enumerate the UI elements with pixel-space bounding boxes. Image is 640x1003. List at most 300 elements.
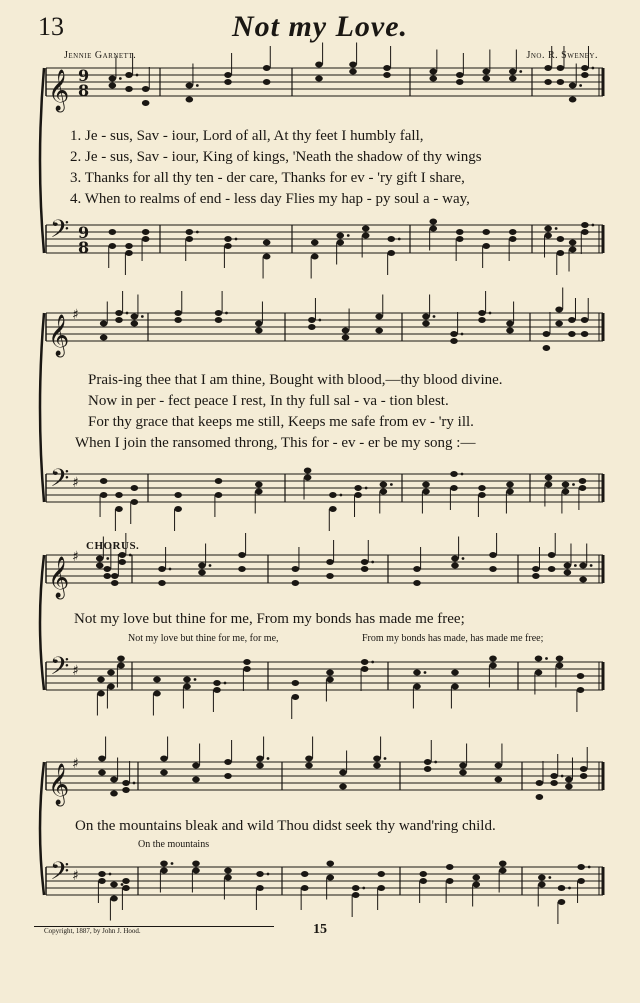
system-brace xyxy=(40,68,44,253)
notehead xyxy=(117,656,125,662)
notehead xyxy=(158,566,166,572)
notehead xyxy=(224,773,232,779)
notehead xyxy=(535,656,543,662)
notehead xyxy=(564,563,572,569)
notehead xyxy=(377,871,385,877)
notehead xyxy=(557,65,565,71)
augmentation-dot xyxy=(591,67,594,70)
augmentation-dot xyxy=(561,775,564,778)
notehead xyxy=(192,763,200,769)
notehead xyxy=(326,559,334,565)
augmentation-dot xyxy=(133,782,136,785)
notehead xyxy=(579,577,587,583)
notehead xyxy=(292,694,300,700)
notehead xyxy=(545,475,553,481)
notehead xyxy=(224,72,232,78)
augmentation-dot xyxy=(371,561,374,564)
notehead xyxy=(387,250,395,256)
notehead xyxy=(109,229,117,235)
notehead xyxy=(342,335,350,341)
notehead xyxy=(122,878,130,884)
augmentation-dot xyxy=(548,876,551,879)
augmentation-dot xyxy=(196,231,199,234)
notehead xyxy=(160,770,168,776)
notehead xyxy=(174,310,182,316)
notehead xyxy=(422,314,430,320)
verse-4-line-b: When I join the ransomed throng, This for - ev - er be my song :— xyxy=(75,435,476,451)
notehead xyxy=(326,861,334,867)
notehead xyxy=(569,247,577,253)
notehead xyxy=(555,321,563,327)
notehead xyxy=(349,62,357,68)
notehead xyxy=(122,780,130,786)
verse-2-line-a: 2. Je - sus, Sav - iour, King of kings, 'Neath the shadow of thy wings xyxy=(70,149,482,165)
notehead xyxy=(198,563,206,569)
notehead xyxy=(125,86,133,92)
notehead xyxy=(103,566,111,572)
notehead xyxy=(472,875,480,881)
notehead xyxy=(568,317,576,323)
notehead xyxy=(256,885,264,891)
notehead xyxy=(125,243,133,249)
augmentation-dot xyxy=(433,315,436,318)
notehead xyxy=(478,310,486,316)
hymn-number: 13 xyxy=(38,12,64,41)
bass-clef-icon: 𝄢 xyxy=(50,215,70,250)
notehead xyxy=(451,684,459,690)
notehead xyxy=(243,666,251,672)
notehead xyxy=(361,566,369,572)
notehead xyxy=(315,62,323,68)
notehead xyxy=(111,573,119,579)
notehead xyxy=(142,236,150,242)
notehead xyxy=(489,552,497,558)
notehead xyxy=(543,331,551,337)
verse-3-line-b: For thy grace that keeps me still, Keeps me safe from ev - 'ry ill. xyxy=(88,414,474,430)
notehead xyxy=(450,338,458,344)
notehead xyxy=(489,663,497,669)
augmentation-dot xyxy=(462,557,465,560)
svg-text:8: 8 xyxy=(78,238,90,257)
augmentation-dot xyxy=(545,657,548,660)
notehead xyxy=(387,236,395,242)
notehead xyxy=(422,321,430,327)
notehead xyxy=(263,65,271,71)
notehead xyxy=(509,236,517,242)
notehead xyxy=(97,677,105,683)
notehead xyxy=(100,321,108,327)
notehead xyxy=(489,656,497,662)
notehead xyxy=(509,69,517,75)
notehead xyxy=(256,871,264,877)
notehead xyxy=(186,83,194,89)
augmentation-dot xyxy=(390,483,393,486)
notehead xyxy=(122,885,130,891)
notehead xyxy=(153,677,161,683)
sharp-icon: ♯ xyxy=(72,756,79,772)
augmentation-dot xyxy=(519,70,522,73)
sharp-icon: ♯ xyxy=(72,663,79,679)
notehead xyxy=(192,868,200,874)
notehead xyxy=(339,770,347,776)
notehead xyxy=(110,882,118,888)
notehead xyxy=(424,759,432,765)
notehead xyxy=(581,222,589,228)
notehead xyxy=(110,896,118,902)
notehead xyxy=(96,556,104,562)
notehead xyxy=(499,861,507,867)
notehead xyxy=(429,226,437,232)
notehead xyxy=(564,570,572,576)
notehead xyxy=(224,236,232,242)
lyricist-credit: Jennie Garnett. xyxy=(64,50,137,61)
verse-2-line-b: Now in per - fect peace I rest, In thy full sal - va - tion blest. xyxy=(88,393,449,409)
notehead xyxy=(581,229,589,235)
notehead xyxy=(153,691,161,697)
notehead xyxy=(255,328,263,334)
notehead xyxy=(326,677,334,683)
notehead xyxy=(215,478,223,484)
notehead xyxy=(424,766,432,772)
notehead xyxy=(115,310,123,316)
notehead xyxy=(256,756,264,762)
notehead xyxy=(506,489,514,495)
notehead xyxy=(174,506,182,512)
notehead xyxy=(569,240,577,246)
notehead xyxy=(535,670,543,676)
notehead xyxy=(263,254,271,260)
notehead xyxy=(142,100,150,106)
svg-text:8: 8 xyxy=(78,81,90,100)
notehead xyxy=(380,489,388,495)
notehead xyxy=(339,784,347,790)
bass-echo-mountains: On the mountains xyxy=(138,839,210,850)
notehead xyxy=(532,566,540,572)
sharp-icon: ♯ xyxy=(72,549,79,565)
notehead xyxy=(544,65,552,71)
notehead xyxy=(557,250,565,256)
notehead xyxy=(238,566,246,572)
notehead xyxy=(109,76,117,82)
notehead xyxy=(354,485,362,491)
notehead xyxy=(451,563,459,569)
notehead xyxy=(459,763,467,769)
notehead xyxy=(419,878,427,884)
notehead xyxy=(183,677,191,683)
notehead xyxy=(255,321,263,327)
augmentation-dot xyxy=(424,671,427,674)
notehead xyxy=(577,673,585,679)
notehead xyxy=(509,76,517,82)
notehead xyxy=(117,663,125,669)
notehead xyxy=(115,506,123,512)
bass-clef-icon: 𝄢 xyxy=(50,857,70,892)
notehead xyxy=(329,492,337,498)
notehead xyxy=(456,229,464,235)
notehead xyxy=(556,663,564,669)
sharp-icon: ♯ xyxy=(72,475,79,491)
notehead xyxy=(224,868,232,874)
notehead xyxy=(538,882,546,888)
notehead xyxy=(110,777,118,783)
notehead xyxy=(478,485,486,491)
notehead xyxy=(292,680,300,686)
notehead xyxy=(550,773,558,779)
notehead xyxy=(305,763,313,769)
chorus-line-1: Not my love but thine for me, From my bonds has made me free; xyxy=(74,611,465,627)
notehead xyxy=(186,97,194,103)
notehead xyxy=(263,79,271,85)
augmentation-dot xyxy=(572,483,575,486)
notehead xyxy=(482,76,490,82)
augmentation-dot xyxy=(590,564,593,567)
bass-echo-left: Not my love but thine for me, for me, xyxy=(128,633,279,644)
bass-clef-icon: 𝄢 xyxy=(50,652,70,687)
notehead xyxy=(422,482,430,488)
notehead xyxy=(142,86,150,92)
augmentation-dot xyxy=(119,77,122,80)
notehead xyxy=(373,763,381,769)
notehead xyxy=(362,226,370,232)
notehead xyxy=(352,885,360,891)
notehead xyxy=(579,478,587,484)
notehead xyxy=(456,236,464,242)
notehead xyxy=(304,475,312,481)
notehead xyxy=(482,229,490,235)
notehead xyxy=(110,791,118,797)
notehead xyxy=(118,552,126,558)
notehead xyxy=(98,770,106,776)
notehead xyxy=(263,240,271,246)
notehead xyxy=(429,219,437,225)
notehead xyxy=(336,233,344,239)
notehead xyxy=(380,482,388,488)
notehead xyxy=(115,492,123,498)
notehead xyxy=(506,482,514,488)
notehead xyxy=(506,328,514,334)
bass-echo-right: From my bonds has made, has made me free; xyxy=(362,633,544,644)
notehead xyxy=(107,684,115,690)
augmentation-dot xyxy=(579,84,582,87)
notehead xyxy=(375,314,383,320)
notehead xyxy=(580,766,588,772)
copyright-notice: Copyright, 1887, by John J. Hood. xyxy=(44,927,141,935)
augmentation-dot xyxy=(171,862,174,865)
notehead xyxy=(238,552,246,558)
notehead xyxy=(158,580,166,586)
notehead xyxy=(446,864,454,870)
notehead xyxy=(255,482,263,488)
augmentation-dot xyxy=(136,74,139,77)
notehead xyxy=(107,670,115,676)
notehead xyxy=(544,226,552,232)
notehead xyxy=(329,506,337,512)
notehead xyxy=(192,777,200,783)
notehead xyxy=(160,756,168,762)
notehead xyxy=(569,83,577,89)
notehead xyxy=(336,240,344,246)
notehead xyxy=(482,243,490,249)
treble-clef-icon: 𝄞 xyxy=(48,70,70,111)
notehead xyxy=(478,492,486,498)
notehead xyxy=(568,331,576,337)
augmentation-dot xyxy=(106,557,109,560)
notehead xyxy=(558,899,566,905)
notehead xyxy=(100,478,108,484)
augmentation-dot xyxy=(209,564,212,567)
notehead xyxy=(103,573,111,579)
notehead xyxy=(292,580,300,586)
notehead xyxy=(548,552,556,558)
notehead xyxy=(557,79,565,85)
augmentation-dot xyxy=(365,487,368,490)
notehead xyxy=(98,871,106,877)
augmentation-dot xyxy=(347,234,350,237)
augmentation-dot xyxy=(267,873,270,876)
notehead xyxy=(422,489,430,495)
verse-3-line-a: 3. Thanks for all thy ten - der care, Thanks for ev - 'ry gift I share, xyxy=(70,170,465,186)
notehead xyxy=(131,314,139,320)
notehead xyxy=(499,868,507,874)
augmentation-dot xyxy=(398,238,401,241)
notehead xyxy=(543,345,551,351)
notehead xyxy=(562,489,570,495)
notehead xyxy=(375,328,383,334)
notehead xyxy=(538,875,546,881)
time-signature: 9 xyxy=(78,66,90,85)
notehead xyxy=(532,573,540,579)
notehead xyxy=(383,72,391,78)
notehead xyxy=(183,684,191,690)
notehead xyxy=(362,233,370,239)
notehead xyxy=(450,331,458,337)
notehead xyxy=(555,307,563,313)
notehead xyxy=(450,471,458,477)
notehead xyxy=(581,72,589,78)
augmentation-dot xyxy=(194,678,197,681)
augmentation-dot xyxy=(371,661,374,664)
notehead xyxy=(243,659,251,665)
notehead xyxy=(451,670,459,676)
augmentation-dot xyxy=(169,568,172,571)
notehead xyxy=(349,69,357,75)
augmentation-dot xyxy=(568,887,571,890)
notehead xyxy=(131,499,139,505)
notehead xyxy=(413,670,421,676)
augmentation-dot xyxy=(129,554,132,557)
augmentation-dot xyxy=(267,757,270,760)
notehead xyxy=(361,559,369,565)
notehead xyxy=(565,784,573,790)
notehead xyxy=(142,229,150,235)
notehead xyxy=(352,892,360,898)
notehead xyxy=(577,878,585,884)
notehead xyxy=(215,492,223,498)
notehead xyxy=(186,236,194,242)
treble-clef-icon: 𝄞 xyxy=(48,557,70,598)
notehead xyxy=(373,756,381,762)
augmentation-dot xyxy=(461,473,464,476)
notehead xyxy=(429,69,437,75)
notehead xyxy=(506,321,514,327)
notehead xyxy=(224,759,232,765)
notehead xyxy=(224,875,232,881)
notehead xyxy=(100,335,108,341)
notehead xyxy=(109,83,117,89)
augmentation-dot xyxy=(555,227,558,230)
notehead xyxy=(342,328,350,334)
augmentation-dot xyxy=(591,224,594,227)
notehead xyxy=(544,233,552,239)
notehead xyxy=(213,687,221,693)
notehead xyxy=(429,76,437,82)
notehead xyxy=(361,659,369,665)
notehead xyxy=(304,468,312,474)
notehead xyxy=(413,566,421,572)
notehead xyxy=(111,580,119,586)
notehead xyxy=(160,868,168,874)
augmentation-dot xyxy=(121,883,124,886)
notehead xyxy=(255,489,263,495)
verse-4-line-a: 4. When to realms of end - less day Flies my hap - py soul a - way, xyxy=(70,191,470,207)
notehead xyxy=(569,97,577,103)
notehead xyxy=(451,556,459,562)
hymn-title: Not my Love. xyxy=(231,10,409,43)
notehead xyxy=(548,566,556,572)
notehead xyxy=(482,69,490,75)
notehead xyxy=(456,79,464,85)
notehead xyxy=(558,885,566,891)
augmentation-dot xyxy=(461,333,464,336)
augmentation-dot xyxy=(196,84,199,87)
notehead xyxy=(545,482,553,488)
notehead xyxy=(536,794,544,800)
notehead xyxy=(361,666,369,672)
notehead xyxy=(581,317,589,323)
notehead xyxy=(550,780,558,786)
augmentation-dot xyxy=(126,312,129,315)
sharp-icon: ♯ xyxy=(72,307,79,323)
page-number: 15 xyxy=(313,922,327,937)
system-brace xyxy=(40,313,44,502)
verse-1-line-b: Prais-ing thee that I am thine, Bought with blood,—thy blood divine. xyxy=(88,372,503,388)
time-signature: 9 xyxy=(78,223,90,242)
notehead xyxy=(125,250,133,256)
notehead xyxy=(579,563,587,569)
bass-clef-icon: 𝄢 xyxy=(50,464,70,499)
notehead xyxy=(301,885,309,891)
notehead xyxy=(311,240,319,246)
notehead xyxy=(125,72,133,78)
notehead xyxy=(174,492,182,498)
notehead xyxy=(326,573,334,579)
notehead xyxy=(580,773,588,779)
notehead xyxy=(556,656,564,662)
notehead xyxy=(311,254,319,260)
notehead xyxy=(544,79,552,85)
notehead xyxy=(122,787,130,793)
notehead xyxy=(192,861,200,867)
notehead xyxy=(98,756,106,762)
augmentation-dot xyxy=(235,238,238,241)
notehead xyxy=(472,882,480,888)
notehead xyxy=(308,324,316,330)
system-brace xyxy=(40,762,44,895)
notehead xyxy=(224,243,232,249)
notehead xyxy=(577,864,585,870)
verse-1-line-a: 1. Je - sus, Sav - iour, Lord of all, At thy feet I humbly fall, xyxy=(70,128,424,144)
notehead xyxy=(315,76,323,82)
